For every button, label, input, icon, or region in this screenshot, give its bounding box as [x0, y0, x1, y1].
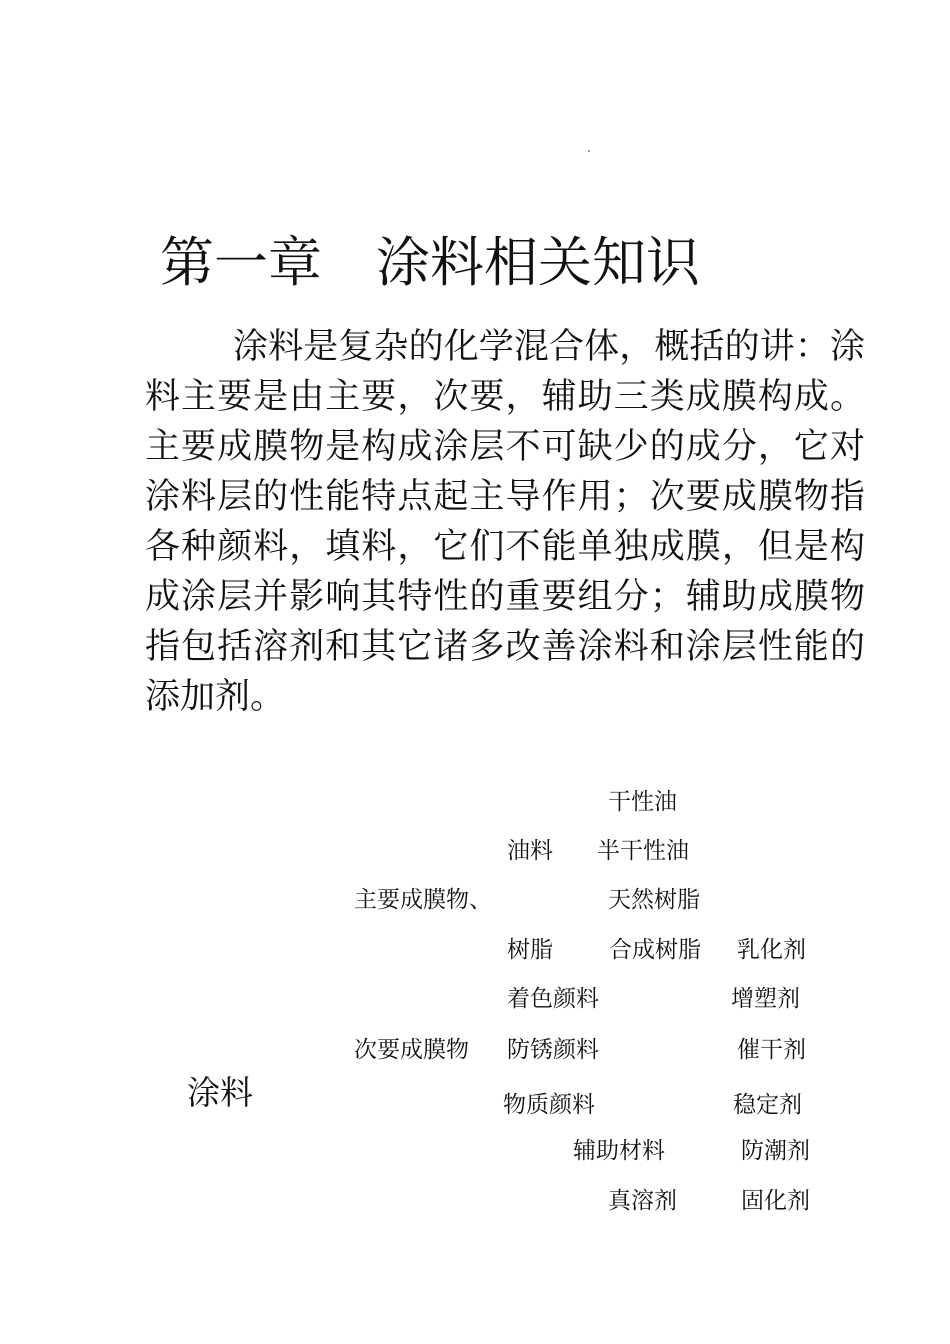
natural-resin: 天然树脂 — [608, 887, 700, 913]
auxiliary-materials-label: 辅助材料 — [573, 1138, 665, 1164]
resin-label: 树脂 — [507, 937, 553, 963]
intro-paragraph: 涂料是复杂的化学混合体，概括的讲：涂料主要是由主要，次要，辅助三类成膜构成。主要成膜物是构成涂层不可缺少的成分，它对涂料层的性能特点起主导作用；次要成膜物指各种颜料，填料，它们不能单独成膜，但是构成涂层并影响其特性的重要组分；辅助成膜物指包括溶剂和其它诸多改善涂料和涂层性能的添加剂。 — [145, 327, 865, 717]
page-mark — [588, 150, 590, 152]
coloring-pigment: 着色颜料 — [507, 986, 599, 1012]
classification-root: 涂料 — [187, 1073, 253, 1112]
chapter-name: 涂料相关知识 — [376, 231, 700, 294]
semi-drying-oil: 半干性油 — [597, 838, 689, 864]
primary-film-former-label: 主要成膜物、 — [354, 887, 492, 913]
secondary-film-former-label: 次要成膜物 — [354, 1037, 469, 1063]
chapter-title — [160, 228, 700, 298]
anti-moisture-agent: 防潮剂 — [741, 1138, 810, 1164]
substance-pigment: 物质颜料 — [503, 1092, 595, 1118]
curing-agent: 固化剂 — [741, 1188, 810, 1214]
anti-rust-pigment: 防锈颜料 — [507, 1037, 599, 1063]
true-solvent: 真溶剂 — [608, 1188, 677, 1214]
chapter-number: 第一章 — [160, 231, 322, 294]
stabilizer: 稳定剂 — [733, 1092, 802, 1118]
emulsifier: 乳化剂 — [737, 937, 806, 963]
plasticizer: 增塑剂 — [731, 986, 800, 1012]
drier: 催干剂 — [737, 1037, 806, 1063]
drying-oil: 干性油 — [608, 789, 677, 815]
synthetic-resin: 合成树脂 — [609, 937, 701, 963]
oil-label: 油料 — [507, 838, 553, 864]
